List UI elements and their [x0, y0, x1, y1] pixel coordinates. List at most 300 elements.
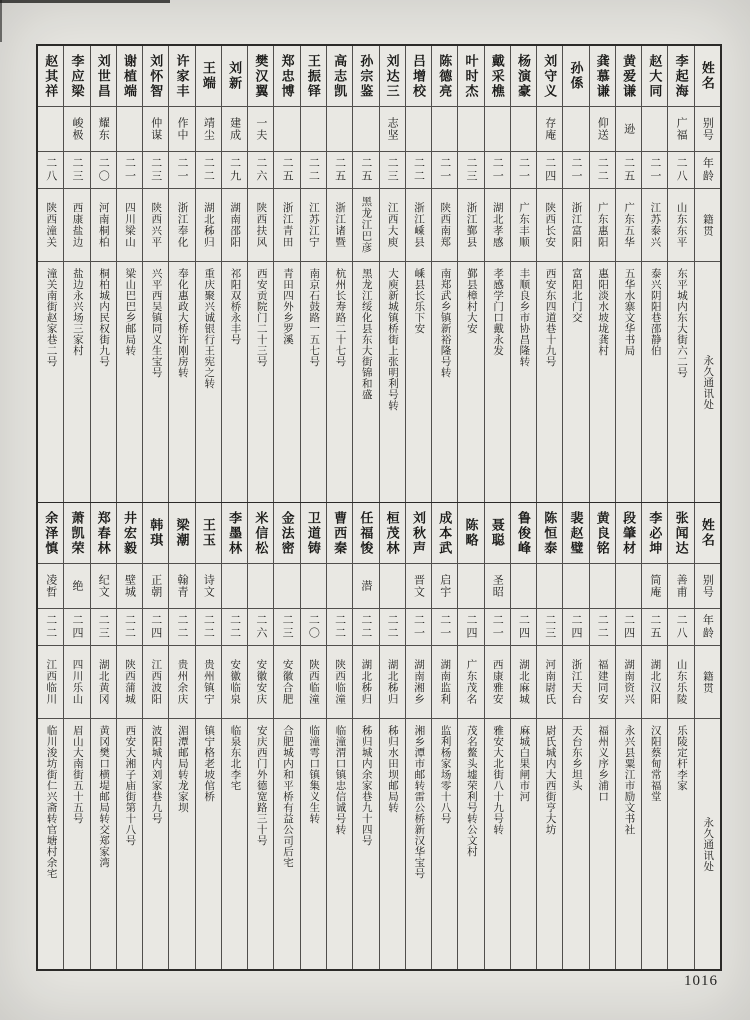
person-address: 祁阳双桥永丰号 — [229, 268, 241, 345]
person-name: 李必坤 — [647, 510, 663, 556]
alias-cell — [380, 107, 405, 152]
address-cell — [380, 719, 405, 969]
address-cell — [274, 262, 299, 502]
person-origin: 浙江奉化 — [176, 202, 188, 248]
origin-cell — [406, 189, 431, 262]
person-address: 桐柏城内民权街九号 — [98, 268, 110, 367]
origin-cell — [117, 189, 142, 262]
person-age: 二一 — [438, 614, 451, 640]
age-cell — [38, 152, 63, 189]
alias-cell — [380, 564, 405, 609]
age-cell — [485, 152, 510, 189]
person-age: 二二 — [386, 614, 399, 640]
origin-cell — [353, 189, 378, 262]
age-cell — [432, 609, 457, 646]
person-origin: 湖北秭归 — [360, 659, 372, 705]
origin-cell — [301, 189, 326, 262]
person-name: 米信松 — [253, 510, 269, 556]
person-address: 黑龙江绥化县东大街锦和盛 — [360, 268, 372, 400]
name-cell — [196, 503, 221, 564]
person-age: 二三 — [97, 614, 110, 640]
entry-column — [431, 503, 457, 969]
origin-cell — [432, 189, 457, 262]
person-origin: 陕西扶风 — [255, 202, 267, 248]
age-cell — [537, 609, 562, 646]
origin-cell — [169, 189, 194, 262]
person-address: 大庾新城镇桥街上张明利号转 — [387, 268, 399, 411]
person-address: 兴平西吴镇同义生宝号 — [150, 268, 162, 378]
person-name: 萧凯荣 — [69, 510, 85, 556]
person-alias: 逊 — [622, 123, 635, 135]
person-address: 南京石鼓路一五七号 — [308, 268, 320, 367]
header-name-cell — [695, 46, 720, 107]
address-cell — [301, 262, 326, 502]
name-cell — [143, 46, 168, 107]
address-cell — [91, 719, 116, 969]
entry-column — [300, 46, 326, 502]
origin-cell — [222, 646, 247, 719]
age-cell — [511, 609, 536, 646]
person-origin: 陕西蒲城 — [124, 659, 136, 705]
address-cell — [642, 719, 667, 969]
person-age: 二四 — [149, 614, 162, 640]
person-age: 二八 — [44, 157, 57, 183]
person-alias: 作中 — [176, 117, 189, 141]
address-cell — [563, 262, 588, 502]
origin-cell — [64, 646, 89, 719]
person-address: 尉氏城内大西街亨大坊 — [544, 725, 556, 835]
origin-cell — [380, 189, 405, 262]
name-cell — [353, 503, 378, 564]
person-name: 黄爱谦 — [621, 53, 637, 99]
person-address: 湄潭邮局转龙家坝 — [176, 725, 188, 813]
origin-cell — [616, 646, 641, 719]
alias-cell — [64, 564, 89, 609]
person-age: 二四 — [70, 614, 83, 640]
person-origin: 湖北汉阳 — [649, 659, 661, 705]
person-address: 重庆聚兴诚银行王宪之转 — [203, 268, 215, 389]
address-cell — [222, 262, 247, 502]
person-alias: 存庵 — [543, 117, 556, 141]
person-address: 湘乡潭市邮转雷公桥新汉华宝号 — [413, 725, 425, 879]
age-cell — [38, 609, 63, 646]
alias-cell — [143, 564, 168, 609]
name-cell — [668, 503, 693, 564]
person-origin: 江苏泰兴 — [649, 202, 661, 248]
person-age: 二一 — [491, 614, 504, 640]
person-address: 永兴县粟江市励文书社 — [623, 725, 635, 835]
person-origin: 湖北秭归 — [202, 202, 214, 248]
person-alias: 圣昭 — [491, 574, 504, 598]
person-name: 刘达三 — [384, 53, 400, 99]
age-cell — [458, 152, 483, 189]
person-age: 二二 — [412, 157, 425, 183]
entry-column — [379, 46, 405, 502]
alias-cell — [511, 107, 536, 152]
person-name: 陈恒泰 — [542, 510, 558, 556]
person-age: 二〇 — [97, 157, 110, 183]
scan-artifact-left-edge — [0, 0, 2, 42]
age-cell — [590, 609, 615, 646]
origin-cell — [458, 189, 483, 262]
person-address: 监利杨家场零十八号 — [439, 725, 451, 824]
entry-column — [142, 46, 168, 502]
person-name: 井宏毅 — [122, 510, 138, 556]
entry-column — [273, 503, 299, 969]
origin-cell — [91, 646, 116, 719]
person-name: 李起海 — [673, 53, 689, 99]
person-name: 曹西秦 — [332, 510, 348, 556]
origin-cell — [563, 646, 588, 719]
person-origin: 山东乐陵 — [675, 659, 687, 705]
origin-cell — [485, 646, 510, 719]
person-origin: 四川梁山 — [124, 202, 136, 248]
alias-cell — [353, 564, 378, 609]
address-cell — [590, 262, 615, 502]
entry-column — [457, 503, 483, 969]
person-alias: 峻极 — [70, 117, 83, 141]
person-age: 二一 — [570, 157, 583, 183]
person-address: 西安东四道巷十九号 — [544, 268, 556, 367]
alias-cell — [432, 564, 457, 609]
person-origin: 贵州镇宁 — [202, 659, 214, 705]
person-name: 张闻达 — [673, 510, 689, 556]
person-origin: 浙江鄞县 — [465, 202, 477, 248]
entry-column — [457, 46, 483, 502]
entry-column — [221, 46, 247, 502]
name-cell — [537, 46, 562, 107]
entry-column — [667, 503, 693, 969]
person-age: 二一 — [176, 157, 189, 183]
person-alias: 潜 — [359, 580, 372, 592]
alias-cell — [616, 564, 641, 609]
origin-cell — [38, 189, 63, 262]
alias-cell — [668, 564, 693, 609]
name-cell — [668, 46, 693, 107]
person-origin: 河南桐柏 — [97, 202, 109, 248]
entry-column — [615, 46, 641, 502]
origin-cell — [563, 189, 588, 262]
address-cell — [143, 719, 168, 969]
entry-column — [195, 503, 221, 969]
person-address: 东平城内东大街六二号 — [675, 268, 687, 378]
age-cell — [668, 152, 693, 189]
alias-cell — [248, 107, 273, 152]
origin-cell — [537, 189, 562, 262]
row-header-column-top — [694, 46, 720, 502]
person-origin: 陕西临潼 — [334, 659, 346, 705]
name-cell — [222, 46, 247, 107]
person-origin: 湖北秭归 — [386, 659, 398, 705]
alias-cell — [274, 107, 299, 152]
header-age-label: 年龄 — [701, 614, 714, 640]
person-age: 二八 — [675, 157, 688, 183]
address-cell — [38, 262, 63, 502]
alias-cell — [248, 564, 273, 609]
address-cell — [222, 719, 247, 969]
entry-column — [510, 503, 536, 969]
person-age: 二三 — [149, 157, 162, 183]
origin-cell — [485, 189, 510, 262]
age-cell — [380, 152, 405, 189]
header-address-cell — [695, 719, 720, 969]
alias-cell — [458, 107, 483, 152]
name-cell — [563, 503, 588, 564]
age-cell — [274, 152, 299, 189]
alias-cell — [196, 564, 221, 609]
row-header-column-bottom — [694, 503, 720, 969]
origin-cell — [458, 646, 483, 719]
origin-cell — [274, 189, 299, 262]
person-alias: 一夫 — [254, 117, 267, 141]
alias-cell — [485, 107, 510, 152]
age-cell — [563, 609, 588, 646]
address-cell — [380, 262, 405, 502]
alias-cell — [668, 107, 693, 152]
age-cell — [64, 152, 89, 189]
header-address-label: 永久通讯处 — [702, 816, 714, 872]
person-address: 临泉东北李宅 — [229, 725, 241, 791]
person-address: 眉山大南街五十五号 — [71, 725, 83, 824]
name-cell — [274, 46, 299, 107]
age-cell — [169, 609, 194, 646]
person-origin: 江西大庾 — [386, 202, 398, 248]
address-cell — [117, 719, 142, 969]
entry-column — [641, 46, 667, 502]
address-cell — [458, 719, 483, 969]
origin-cell — [38, 646, 63, 719]
person-origin: 陕西长安 — [544, 202, 556, 248]
scan-artifact-top-edge — [0, 0, 170, 3]
name-cell — [380, 46, 405, 107]
person-age: 二二 — [202, 157, 215, 183]
person-age: 二五 — [359, 157, 372, 183]
alias-cell — [301, 564, 326, 609]
person-age: 二四 — [517, 614, 530, 640]
person-name: 桓茂林 — [384, 510, 400, 556]
origin-cell — [327, 189, 352, 262]
person-alias: 广福 — [675, 117, 688, 141]
name-cell — [169, 503, 194, 564]
person-name: 聂聪 — [489, 518, 505, 548]
alias-cell — [537, 564, 562, 609]
person-origin: 山东东平 — [675, 202, 687, 248]
address-cell — [169, 262, 194, 502]
directory-table-frame — [36, 44, 722, 971]
person-name: 孙係 — [568, 61, 584, 91]
age-cell — [64, 609, 89, 646]
entry-column — [641, 503, 667, 969]
name-cell — [327, 46, 352, 107]
person-origin: 广东五华 — [623, 202, 635, 248]
person-origin: 江西临川 — [45, 659, 57, 705]
header-address-label: 永久通讯处 — [702, 354, 714, 410]
alias-cell — [485, 564, 510, 609]
address-cell — [642, 262, 667, 502]
person-name: 高志凯 — [332, 53, 348, 99]
origin-cell — [668, 189, 693, 262]
address-cell — [406, 262, 431, 502]
age-cell — [642, 152, 667, 189]
age-cell — [117, 152, 142, 189]
person-name: 黄良铭 — [594, 510, 610, 556]
person-age: 二三 — [464, 157, 477, 183]
person-age: 二四 — [464, 614, 477, 640]
address-cell — [511, 719, 536, 969]
name-cell — [117, 46, 142, 107]
person-alias: 建成 — [228, 117, 241, 141]
name-cell — [91, 503, 116, 564]
person-age: 二〇 — [307, 614, 320, 640]
person-alias: 壁城 — [123, 574, 136, 598]
person-name: 任福悛 — [358, 510, 374, 556]
person-age: 二二 — [307, 157, 320, 183]
entry-column — [589, 503, 615, 969]
person-age: 二二 — [176, 614, 189, 640]
entry-column — [352, 503, 378, 969]
origin-cell — [248, 646, 273, 719]
person-origin: 陕西临潼 — [307, 659, 319, 705]
person-name: 刘世昌 — [95, 53, 111, 99]
address-cell — [590, 719, 615, 969]
person-address: 丰顺良乡市协昌隆转 — [518, 268, 530, 367]
header-alias-label: 别号 — [701, 574, 714, 598]
person-address: 西安贡院门二十三号 — [255, 268, 267, 367]
person-age: 二三 — [281, 614, 294, 640]
person-address: 嵊县长乐下安 — [413, 268, 425, 334]
name-cell — [196, 46, 221, 107]
address-cell — [327, 719, 352, 969]
person-age: 二二 — [333, 614, 346, 640]
person-origin: 湖南邵阳 — [229, 202, 241, 248]
person-origin: 安徽安庆 — [255, 659, 267, 705]
person-name: 樊汉翼 — [253, 53, 269, 99]
origin-cell — [169, 646, 194, 719]
entry-column — [195, 46, 221, 502]
person-age: 二二 — [202, 614, 215, 640]
name-cell — [511, 503, 536, 564]
person-name: 成本武 — [437, 510, 453, 556]
age-cell — [485, 609, 510, 646]
person-origin: 安徽合肥 — [281, 659, 293, 705]
person-address: 天台东乡坦头 — [570, 725, 582, 791]
person-alias: 仰送 — [596, 117, 609, 141]
person-name: 孙宗鉴 — [358, 53, 374, 99]
age-cell — [196, 609, 221, 646]
entry-column — [536, 46, 562, 502]
entry-column — [536, 503, 562, 969]
address-cell — [616, 719, 641, 969]
age-cell — [616, 609, 641, 646]
age-cell — [274, 609, 299, 646]
name-cell — [616, 503, 641, 564]
age-cell — [327, 152, 352, 189]
header-alias-cell — [695, 564, 720, 609]
person-name: 陈德亮 — [437, 53, 453, 99]
person-address: 鄞县樟村大安 — [465, 268, 477, 334]
person-alias: 耀东 — [97, 117, 110, 141]
person-age: 二五 — [281, 157, 294, 183]
person-origin: 黑龙江巴彦 — [360, 196, 372, 254]
entry-column — [405, 503, 431, 969]
person-origin: 贵州余庆 — [176, 659, 188, 705]
name-cell — [301, 46, 326, 107]
person-address: 汉阳蔡甸常福堂 — [649, 725, 661, 802]
person-address: 潼关南街赵家巷二号 — [45, 268, 57, 367]
person-address: 安庆西门外德宽路三十号 — [255, 725, 267, 846]
name-cell — [91, 46, 116, 107]
name-cell — [563, 46, 588, 107]
person-age: 二四 — [570, 614, 583, 640]
person-name: 陈略 — [463, 518, 479, 548]
entry-column — [168, 46, 194, 502]
address-cell — [432, 262, 457, 502]
person-origin: 广东丰顺 — [518, 202, 529, 248]
person-origin: 浙江青田 — [281, 202, 293, 248]
person-origin: 湖南资兴 — [623, 659, 635, 705]
alias-cell — [563, 107, 588, 152]
age-cell — [563, 152, 588, 189]
age-cell — [353, 609, 378, 646]
alias-cell — [406, 107, 431, 152]
address-cell — [248, 719, 273, 969]
person-alias: 仲谋 — [149, 117, 162, 141]
origin-cell — [590, 189, 615, 262]
name-cell — [406, 46, 431, 107]
person-age: 二一 — [412, 614, 425, 640]
person-origin: 陕西南郑 — [439, 202, 451, 248]
person-name: 卫道铸 — [305, 510, 321, 556]
age-cell — [91, 152, 116, 189]
person-age: 二九 — [228, 157, 241, 183]
person-age: 二五 — [648, 614, 661, 640]
person-name: 吕增校 — [410, 53, 426, 99]
entry-column — [326, 46, 352, 502]
person-origin: 浙江诸暨 — [334, 202, 346, 248]
age-cell — [432, 152, 457, 189]
address-cell — [64, 262, 89, 502]
person-name: 余泽慎 — [43, 510, 59, 556]
person-age: 二三 — [386, 157, 399, 183]
person-origin: 广东茂名 — [465, 659, 477, 705]
age-cell — [590, 152, 615, 189]
alias-cell — [222, 564, 247, 609]
person-origin: 浙江富阳 — [570, 202, 582, 248]
header-alias-cell — [695, 107, 720, 152]
address-cell — [485, 719, 510, 969]
person-name: 叶时杰 — [463, 53, 479, 99]
address-cell — [353, 719, 378, 969]
header-age-label: 年龄 — [701, 157, 714, 183]
entry-column — [562, 46, 588, 502]
person-origin: 湖北麻城 — [518, 659, 529, 705]
person-origin: 四川乐山 — [71, 659, 83, 705]
address-cell — [327, 262, 352, 502]
address-cell — [248, 262, 273, 502]
person-age: 二二 — [44, 614, 57, 640]
entry-column — [615, 503, 641, 969]
person-alias: 启宇 — [438, 574, 451, 598]
age-cell — [668, 609, 693, 646]
person-address: 黄冈樊口横堤邮局转交郑家湾 — [98, 725, 110, 868]
name-cell — [38, 46, 63, 107]
name-cell — [590, 46, 615, 107]
entry-column — [562, 503, 588, 969]
entry-column — [116, 503, 142, 969]
header-name-cell — [695, 503, 720, 564]
person-age: 二五 — [333, 157, 346, 183]
origin-cell — [642, 646, 667, 719]
